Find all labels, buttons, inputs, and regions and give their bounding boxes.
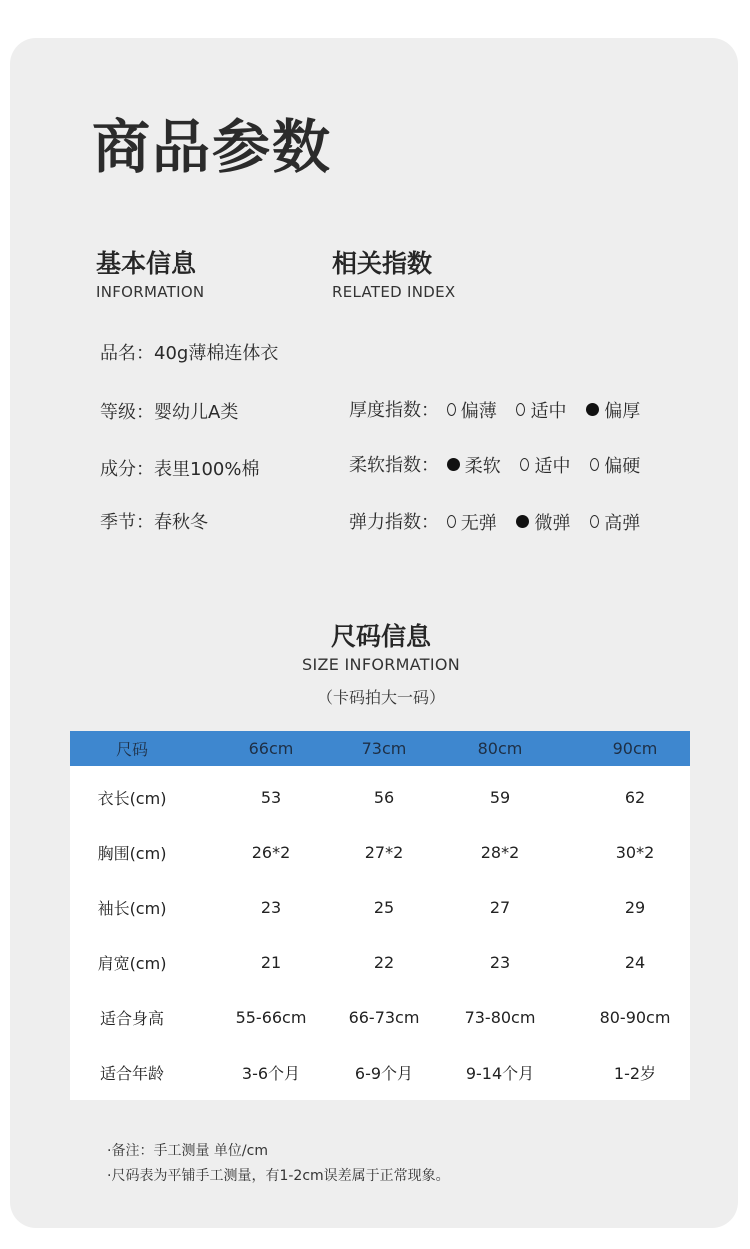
- related-index-heading: 相关指数: [332, 249, 433, 278]
- size-table: [70, 731, 690, 1100]
- info-row-season: [100, 508, 208, 534]
- table-cell: 21: [260, 953, 282, 972]
- radio-filled-icon: [586, 403, 599, 416]
- table-cell: 27*2: [364, 843, 404, 862]
- info-value: 婴幼儿A类: [154, 402, 239, 423]
- index-option: 高弹: [590, 509, 640, 535]
- info-label: 成分：: [100, 459, 154, 480]
- table-cell: 62: [624, 788, 646, 807]
- table-cell: 80-90cm: [599, 1008, 671, 1027]
- table-cell: 袖长(cm): [97, 899, 167, 918]
- index-label: 厚度指数：: [349, 400, 439, 421]
- info-label: 季节：: [100, 512, 154, 533]
- table-cell: 22: [373, 953, 395, 972]
- index-row-thickness: [349, 396, 640, 423]
- size-table-header: [70, 731, 690, 766]
- info-label: 等级：: [100, 402, 154, 423]
- table-cell: 9-14个月: [465, 1064, 535, 1083]
- header-cell: 尺码: [115, 740, 148, 759]
- table-row: [70, 825, 690, 880]
- table-cell: 56: [373, 788, 395, 807]
- table-cell: 73-80cm: [464, 1008, 536, 1027]
- table-cell: 24: [624, 953, 646, 972]
- index-row-elasticity: [349, 508, 640, 535]
- header-cell: 80cm: [477, 739, 523, 758]
- index-option: 偏硬: [590, 452, 640, 478]
- table-cell: 23: [260, 898, 282, 917]
- radio-empty-icon: [590, 458, 599, 471]
- table-cell: 适合身高: [99, 1009, 164, 1028]
- radio-filled-icon: [447, 458, 460, 471]
- index-option: 适中: [516, 397, 566, 423]
- related-index-heading-en: RELATED INDEX: [332, 283, 456, 301]
- table-row: [70, 935, 690, 990]
- index-option: 偏薄: [447, 397, 497, 423]
- header-cell: 66cm: [248, 739, 294, 758]
- table-cell: 30*2: [615, 843, 655, 862]
- table-cell: 29: [624, 898, 646, 917]
- table-cell: 胸围(cm): [97, 844, 167, 863]
- note-line: ·备注：手工测量 单位/cm: [107, 1143, 268, 1159]
- table-cell: 26*2: [251, 843, 291, 862]
- radio-empty-icon: [520, 458, 529, 471]
- table-row: [70, 1045, 690, 1100]
- index-row-softness: [349, 451, 640, 478]
- table-cell: 53: [260, 788, 282, 807]
- header-cell: 73cm: [361, 739, 407, 758]
- table-cell: 25: [373, 898, 395, 917]
- info-row-grade: [100, 398, 238, 424]
- info-row-material: [100, 455, 259, 481]
- size-info-heading: 尺码信息: [330, 622, 431, 651]
- radio-empty-icon: [447, 515, 456, 528]
- page-title: 商品参数: [92, 113, 333, 181]
- table-cell: 肩宽(cm): [97, 954, 167, 973]
- table-cell: 27: [489, 898, 511, 917]
- size-info-subheading: （卡码拍大一码）: [316, 688, 445, 707]
- table-cell: 28*2: [480, 843, 520, 862]
- radio-filled-icon: [516, 515, 529, 528]
- table-cell: 适合年龄: [99, 1064, 164, 1083]
- note-line: ·尺码表为平铺手工测量，有1-2cm误差属于正常现象。: [107, 1168, 450, 1184]
- index-option: 偏厚: [586, 397, 640, 423]
- table-cell: 23: [489, 953, 511, 972]
- info-value: 春秋冬: [154, 512, 208, 533]
- radio-empty-icon: [516, 403, 525, 416]
- table-cell: 1-2岁: [613, 1064, 657, 1083]
- info-label: 品名：: [100, 343, 154, 364]
- index-label: 弹力指数：: [349, 512, 439, 533]
- radio-empty-icon: [590, 515, 599, 528]
- index-option: 适中: [520, 452, 570, 478]
- table-row: [70, 766, 690, 825]
- table-cell: 59: [489, 788, 511, 807]
- info-value: 表里100%棉: [154, 459, 260, 480]
- info-row-name: [100, 339, 278, 365]
- index-option: 无弹: [447, 509, 497, 535]
- basic-info-heading: 基本信息: [96, 249, 197, 278]
- table-cell: 6-9个月: [354, 1064, 414, 1083]
- index-option: 微弹: [516, 509, 570, 535]
- index-label: 柔软指数：: [349, 455, 439, 476]
- table-cell: 66-73cm: [348, 1008, 420, 1027]
- table-row: [70, 990, 690, 1045]
- basic-info-heading-en: INFORMATION: [96, 283, 205, 301]
- info-value: 40g薄棉连体衣: [154, 343, 279, 364]
- table-cell: 55-66cm: [235, 1008, 307, 1027]
- index-option: 柔软: [447, 452, 501, 478]
- table-cell: 3-6个月: [241, 1064, 301, 1083]
- table-cell: 衣长(cm): [97, 789, 167, 808]
- table-row: [70, 880, 690, 935]
- size-info-heading-en: SIZE INFORMATION: [302, 655, 460, 674]
- header-cell: 90cm: [612, 739, 658, 758]
- radio-empty-icon: [447, 403, 456, 416]
